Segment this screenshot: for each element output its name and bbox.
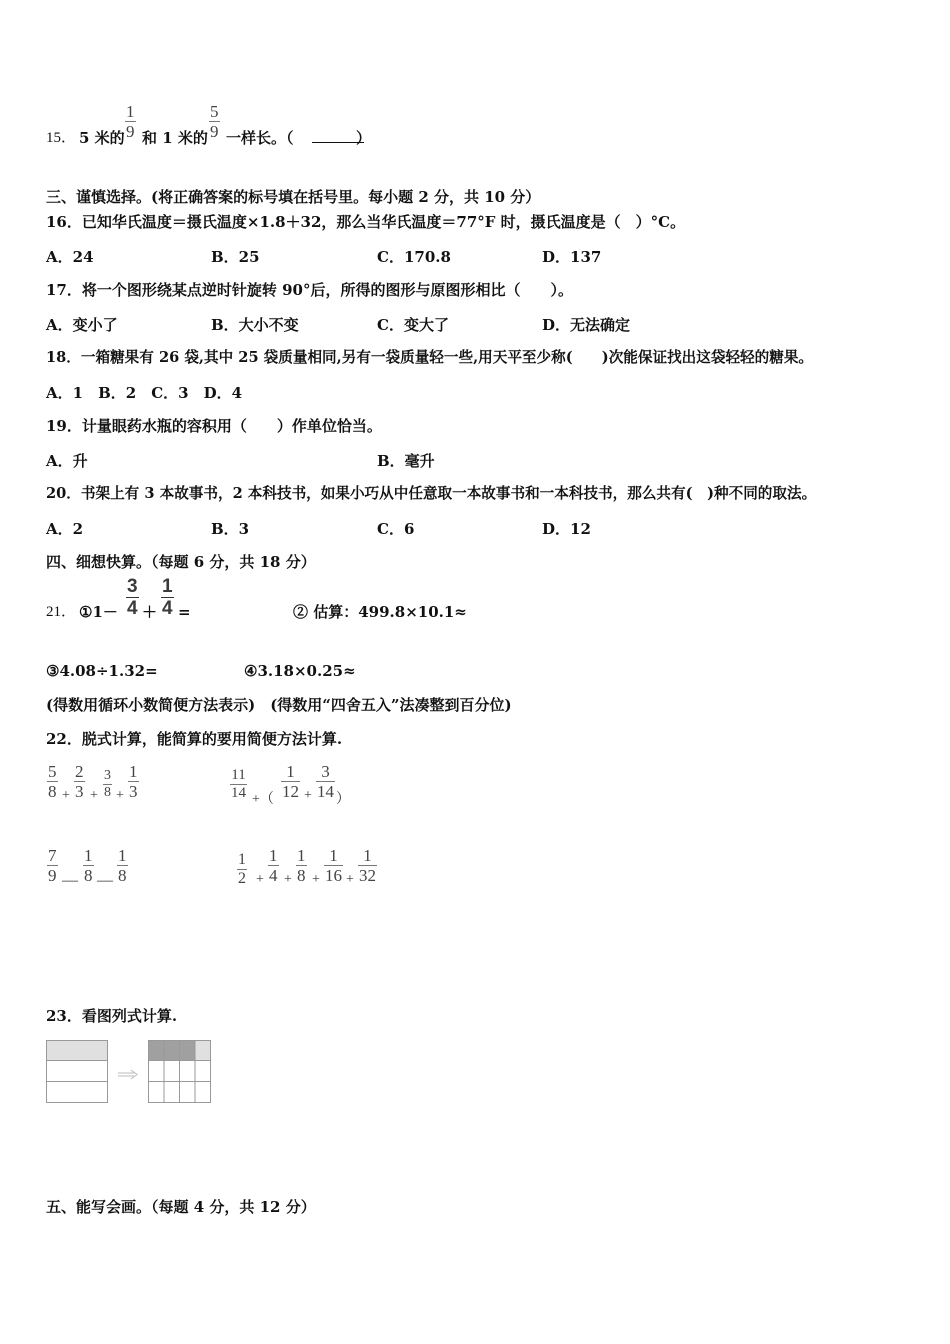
denominator: 8: [104, 785, 111, 800]
plus-sign: +: [116, 788, 124, 803]
q21-fraction-2: [161, 577, 174, 618]
q22-e3-fraction: [47, 847, 58, 884]
q17-option-d[interactable]: D．无法确定: [542, 316, 631, 334]
q18-stem: 18．一箱糖果有 26 袋,其中 25 袋质量相同,另有一袋质量轻一些,用天平至少称( )次能保证找出这袋轻轻的糖果。: [46, 349, 814, 366]
q15-part4: ）: [356, 129, 372, 147]
numerator: 1: [118, 846, 127, 865]
plus-sign: +: [304, 788, 312, 803]
plus-sign: +: [90, 788, 98, 803]
denominator: 14: [317, 782, 334, 801]
q16-option-c[interactable]: C．170.8: [377, 248, 451, 266]
numerator: 3: [104, 768, 111, 783]
q23-stem: 23．看图列式计算.: [46, 1007, 178, 1025]
denominator: 3: [129, 782, 138, 801]
plus-sign: +: [62, 788, 70, 803]
q21-frac1-denominator: 4: [127, 598, 138, 619]
q19-option-a[interactable]: A．升: [46, 452, 88, 470]
q15-fraction-1: [125, 103, 136, 140]
denominator: 4: [269, 866, 278, 885]
right-dark-cell: [149, 1041, 165, 1061]
q17-option-a[interactable]: A．变小了: [46, 316, 118, 334]
denominator: 32: [359, 866, 376, 885]
q20-option-b[interactable]: B．3: [211, 520, 250, 538]
close-paren: ）: [336, 792, 350, 807]
numerator: 1: [129, 762, 138, 781]
q20-option-c[interactable]: C．6: [377, 520, 415, 538]
section-3-title: 三、谨慎选择。(将正确答案的标号填在括号里。每小题 2 分，共 10 分）: [46, 188, 541, 206]
plus-sign: +: [312, 872, 320, 887]
q22-e2-fraction: [281, 763, 300, 800]
q16-option-d[interactable]: D．137: [542, 248, 602, 266]
plus-paren: +（: [252, 792, 274, 807]
q15-part1: 5 米的: [79, 129, 125, 147]
q21-fraction-1: [126, 577, 139, 618]
q16-option-b[interactable]: B．25: [211, 248, 260, 266]
denominator: 9: [48, 866, 57, 885]
denominator: 3: [75, 782, 84, 801]
left-row: [47, 1082, 108, 1103]
q21-part1-prefix: ①1－: [79, 603, 118, 621]
q22-e4-fraction: [324, 847, 343, 884]
q20-stem: 20．书架上有 3 本故事书，2 本科技书，如果小巧从中任意取一本故事书和一本科技书，那么共有( )种不同的取法。: [46, 485, 817, 502]
q15-frac2-denominator: 9: [210, 122, 219, 141]
q22-e2-fraction: [316, 763, 335, 800]
q22-e4-fraction: [358, 847, 377, 884]
q21-part1-suffix: =: [178, 603, 191, 621]
minus-sign: —: [62, 872, 78, 889]
q19-stem: 19．计量眼药水瓶的容积用（ ）作单位恰当。: [46, 417, 382, 435]
minus-sign: —: [97, 872, 113, 889]
q16-stem: 16．已知华氏温度＝摄氏温度×1.8＋32，那么当华氏温度＝77°F 时，摄氏温度是（ ）°C。: [46, 213, 686, 231]
right-dark-cell: [180, 1041, 196, 1061]
denominator: 14: [231, 785, 246, 801]
denominator: 8: [118, 866, 127, 885]
numerator: 1: [297, 846, 306, 865]
denominator: 8: [297, 866, 306, 885]
q15-part2: 和 1 米的: [142, 129, 208, 147]
right-light-cell: [195, 1041, 211, 1061]
q15-frac1-denominator: 9: [126, 122, 135, 141]
q22-e4-fraction: [268, 847, 279, 884]
q15-part3: 一样长。（: [226, 129, 294, 147]
q17-option-b[interactable]: B．大小不变: [211, 316, 299, 334]
denominator: 8: [48, 782, 57, 801]
q21-part2: ② 估算：499.8×10.1≈: [293, 603, 467, 621]
q17-stem: 17．将一个图形绕某点逆时针旋转 90°后，所得的图形与原图形相比（ ）。: [46, 281, 573, 299]
numerator: 11: [231, 767, 246, 783]
q21-part4: ④3.18×0.25≈: [244, 662, 356, 680]
section-5-title: 五、能写会画。（每题 4 分，共 12 分）: [46, 1198, 316, 1216]
q15-number: 15．: [46, 130, 77, 146]
q15-fraction-2: [209, 103, 220, 140]
arrow-right-icon: [118, 1070, 137, 1079]
q20-option-a[interactable]: A．2: [46, 520, 84, 538]
q22-e1-fraction: [74, 763, 85, 800]
q22-e4-fraction: [296, 847, 307, 884]
q22-e1-fraction: [47, 763, 58, 800]
q15-frac1-numerator: 1: [126, 102, 135, 121]
q19-option-b[interactable]: B．毫升: [377, 452, 435, 470]
q15-frac2-numerator: 5: [210, 102, 219, 121]
q21-number: 21．: [46, 604, 77, 620]
plus-sign: +: [284, 872, 292, 887]
q21-part3: ③4.08÷1.32=: [46, 662, 158, 680]
denominator: 16: [325, 866, 342, 885]
denominator: 12: [282, 782, 299, 801]
q17-option-c[interactable]: C．变大了: [377, 316, 449, 334]
right-dark-cell: [164, 1041, 180, 1061]
q23-figure: [46, 1040, 214, 1106]
q21-frac2-numerator: 1: [162, 576, 173, 597]
numerator: 1: [269, 846, 278, 865]
numerator: 1: [286, 762, 295, 781]
q22-e4-fraction: [237, 852, 247, 887]
numerator: 1: [363, 846, 372, 865]
numerator: 1: [84, 846, 93, 865]
section-4-title: 四、细想快算。（每题 6 分，共 18 分）: [46, 553, 316, 571]
q21-frac1-numerator: 3: [127, 576, 138, 597]
q21-note: (得数用循环小数简便方法表示) (得数用“四舍五入”法凑整到百分位): [46, 696, 512, 714]
left-row: [47, 1061, 108, 1082]
denominator: 8: [84, 866, 93, 885]
q16-option-a[interactable]: A．24: [46, 248, 94, 266]
q22-e2-fraction: [230, 768, 247, 801]
q22-stem: 22．脱式计算，能简算的要用简便方法计算.: [46, 730, 343, 748]
numerator: 1: [238, 851, 246, 868]
numerator: 1: [329, 846, 338, 865]
numerator: 2: [75, 762, 84, 781]
numerator: 7: [48, 846, 57, 865]
q22-e3-fraction: [117, 847, 128, 884]
left-shaded-row: [47, 1041, 108, 1061]
numerator: 5: [48, 762, 57, 781]
plus-sign: +: [256, 872, 264, 887]
q22-e1-fraction: [128, 763, 139, 800]
q21-part1-op: ＋: [142, 603, 158, 621]
q22-e3-fraction: [83, 847, 94, 884]
plus-sign: +: [346, 872, 354, 887]
q22-e1-fraction: [103, 769, 112, 800]
q21-frac2-denominator: 4: [162, 598, 173, 619]
q20-option-d[interactable]: D．12: [542, 520, 591, 538]
numerator: 3: [321, 762, 330, 781]
q18-options[interactable]: A．1 B．2 C．3 D．4: [46, 384, 243, 402]
denominator: 2: [238, 870, 246, 887]
